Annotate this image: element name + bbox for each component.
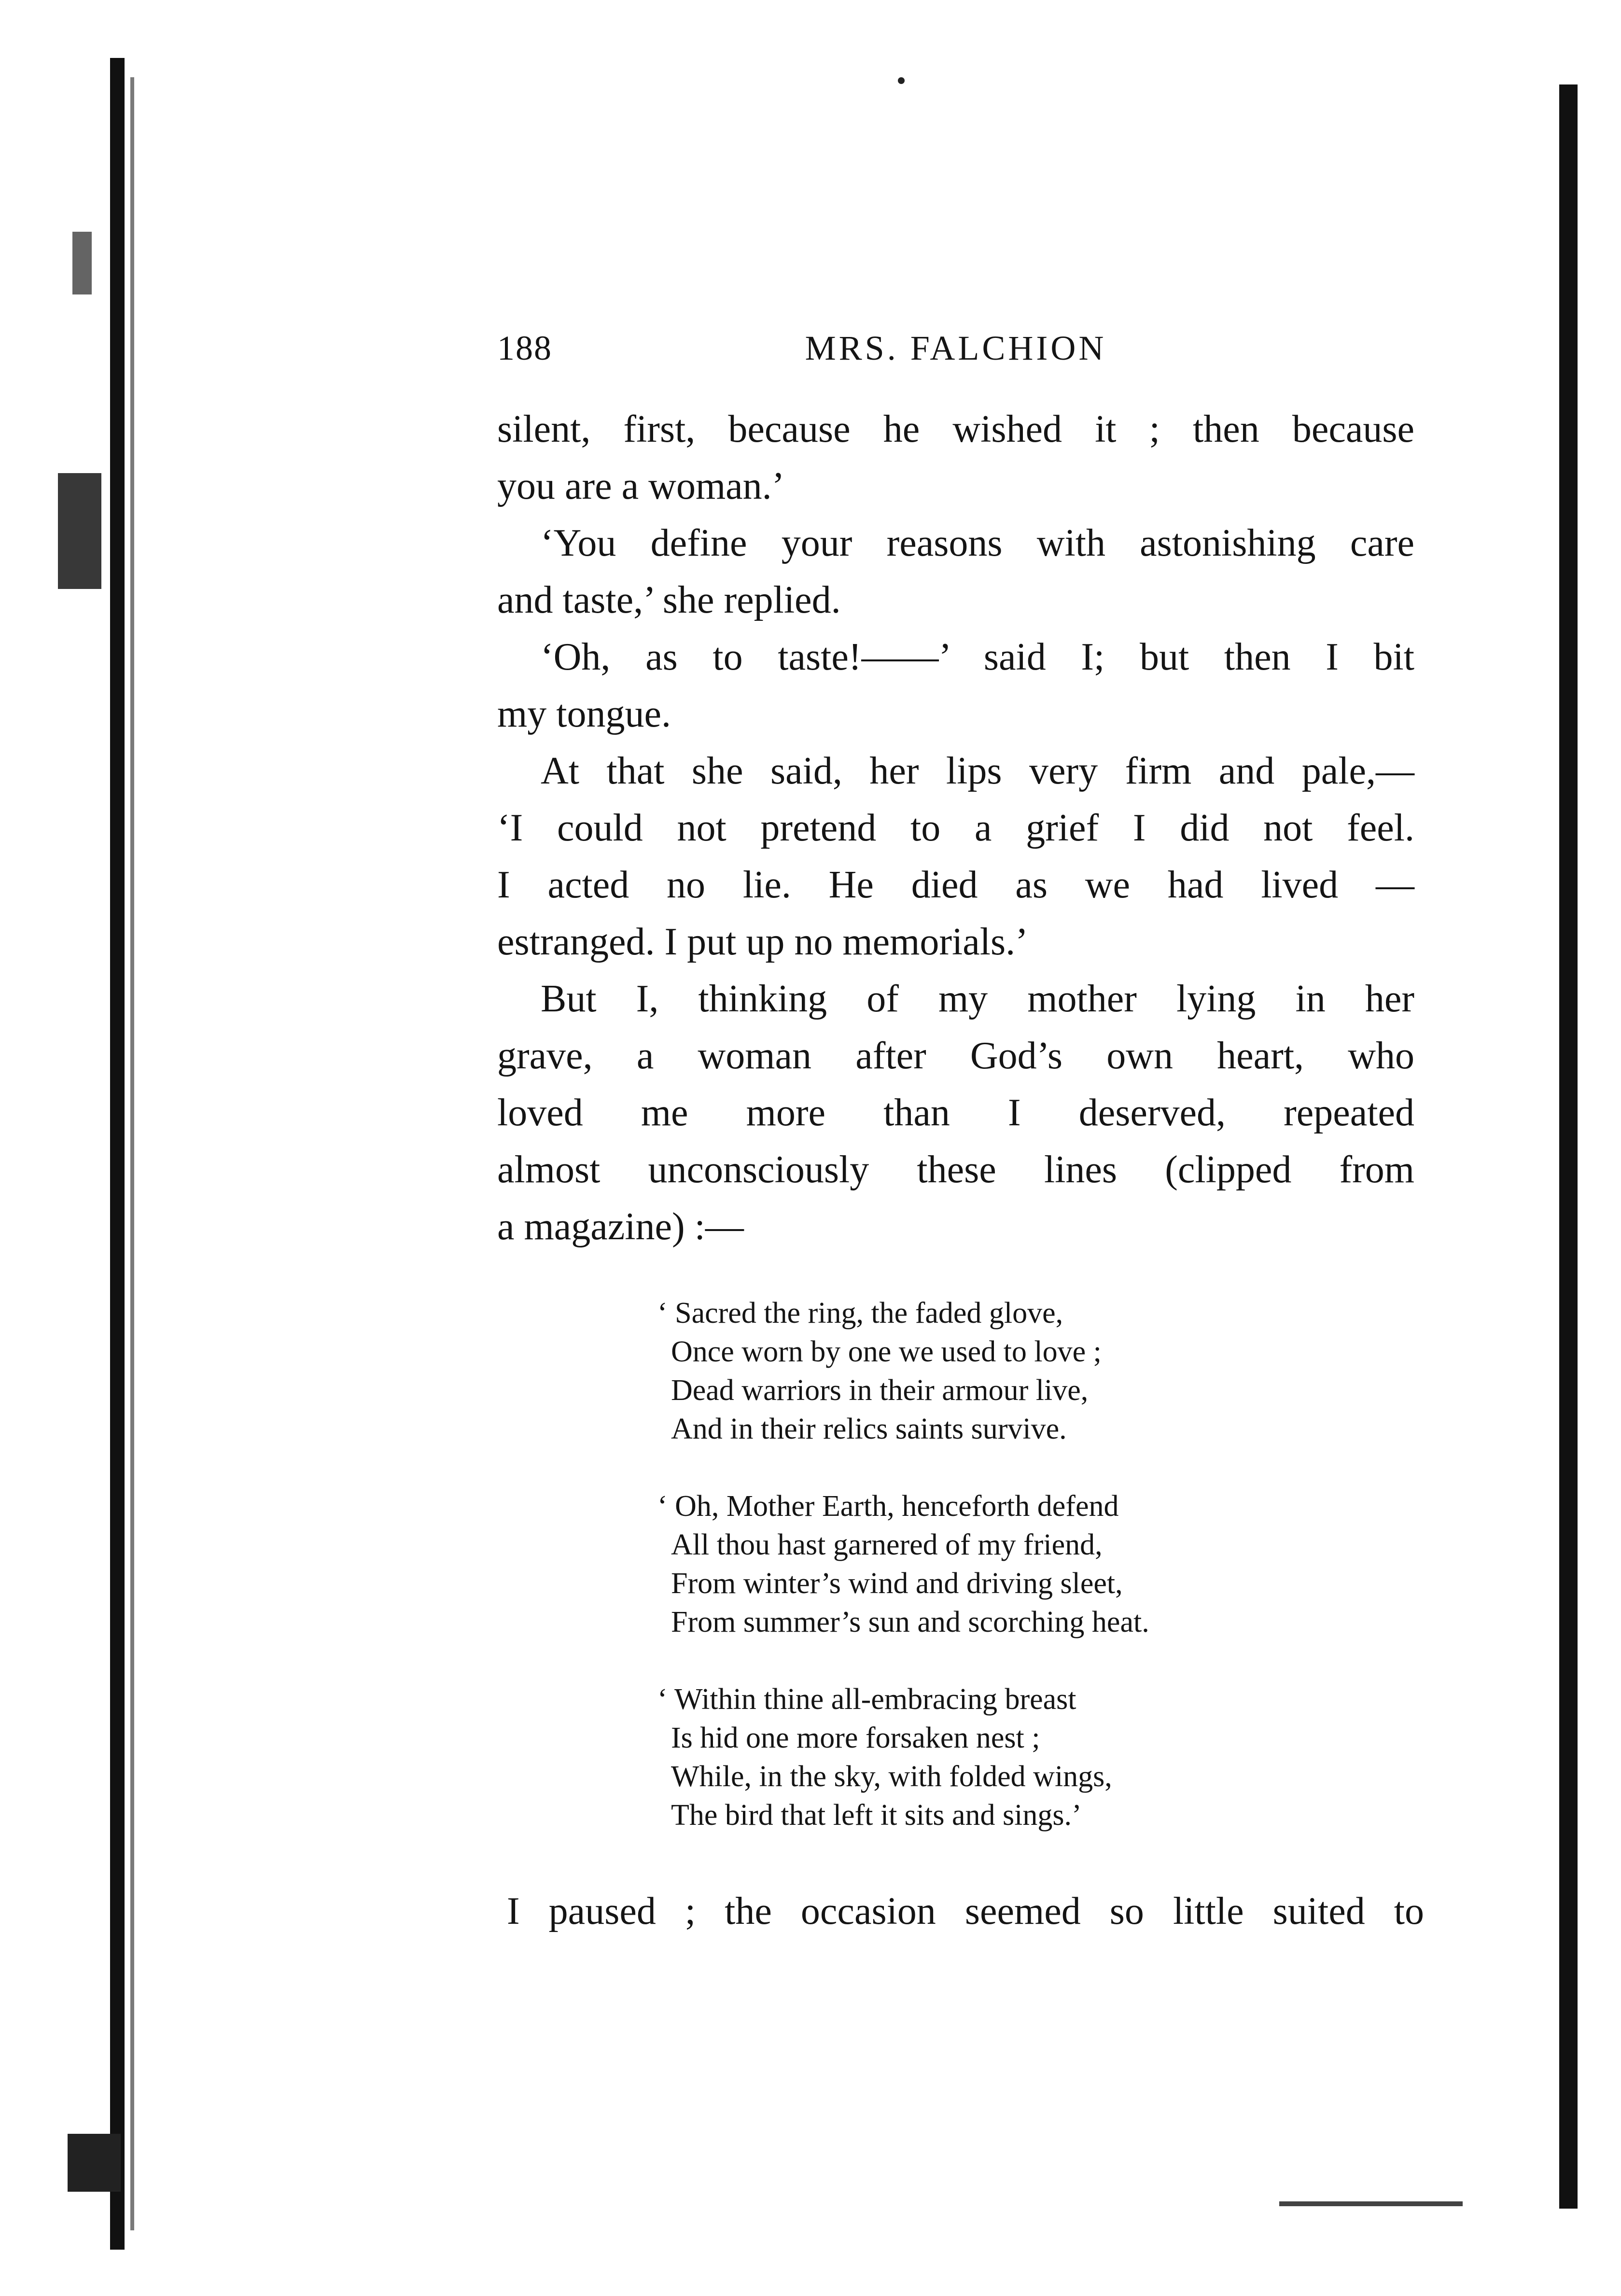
poem-line: While, in the sky, with folded wings, (671, 1760, 1112, 1793)
page-number: 188 (497, 329, 552, 367)
prose-line: my tongue. (497, 693, 671, 735)
poem-line: From winter’s wind and driving sleet, (671, 1567, 1123, 1600)
poem-line: From summer’s sun and scorching heat. (671, 1606, 1149, 1638)
prose-line: ‘You define your reasons with astonishing care (541, 522, 1414, 564)
prose-line: a magazine) :— (497, 1205, 744, 1248)
prose-line: silent, first, because he wished it ; then because (497, 408, 1414, 450)
prose-line: estranged. I put up no memorials.’ (497, 921, 1028, 963)
prose-line: grave, a woman after God’s own heart, who (497, 1035, 1414, 1077)
quoted-poem (657, 1294, 1299, 1873)
prose-line: ‘I could not pretend to a grief I did not feel. (497, 807, 1414, 849)
poem-line: Once worn by one we used to love ; (671, 1335, 1102, 1368)
prose-line: and taste,’ she replied. (497, 579, 841, 621)
poem-line: The bird that left it sits and sings.’ (671, 1799, 1082, 1832)
poem-line: ‘ Sacred the ring, the faded glove, (657, 1297, 1063, 1330)
prose-line: At that she said, her lips very firm and pale,— (541, 750, 1414, 792)
prose-line: ‘Oh, as to taste!——’ said I; but then I bit (541, 636, 1414, 678)
poem-line: ‘ Oh, Mother Earth, henceforth defend (657, 1490, 1119, 1523)
poem-line: All thou hast garnered of my friend, (671, 1528, 1103, 1561)
scan-edge-left (110, 58, 125, 2250)
prose-body (497, 401, 1414, 1255)
scan-mark (68, 2134, 121, 2192)
poem-line: And in their relics saints survive. (671, 1413, 1067, 1445)
poem-stanza (657, 1294, 1299, 1448)
closing-line: I paused ; the occasion seemed so little suited to (507, 1890, 1424, 1932)
scan-edge-right (1559, 84, 1578, 2209)
prose-line: you are a woman.’ (497, 465, 785, 507)
scan-edge-left-shadow (130, 77, 134, 2230)
prose-line: I acted no lie. He died as we had lived — (497, 864, 1414, 906)
scan-mark (898, 77, 905, 84)
prose-line: But I, thinking of my mother lying in her (541, 978, 1414, 1020)
poem-stanza (657, 1680, 1299, 1834)
running-head: MRS. FALCHION (805, 329, 1107, 367)
scan-mark (58, 473, 101, 589)
poem-line: Dead warriors in their armour live, (671, 1374, 1089, 1407)
poem-line: Is hid one more forsaken nest ; (671, 1722, 1040, 1754)
poem-line: ‘ Within thine all-embracing breast (657, 1683, 1076, 1716)
page-header (497, 319, 1414, 372)
scan-mark (1279, 2201, 1463, 2206)
prose-line: loved me more than I deserved, repeated (497, 1092, 1414, 1134)
poem-stanza (657, 1487, 1299, 1641)
scan-mark (72, 232, 92, 294)
prose-line: almost unconsciously these lines (clipped from (497, 1148, 1414, 1191)
